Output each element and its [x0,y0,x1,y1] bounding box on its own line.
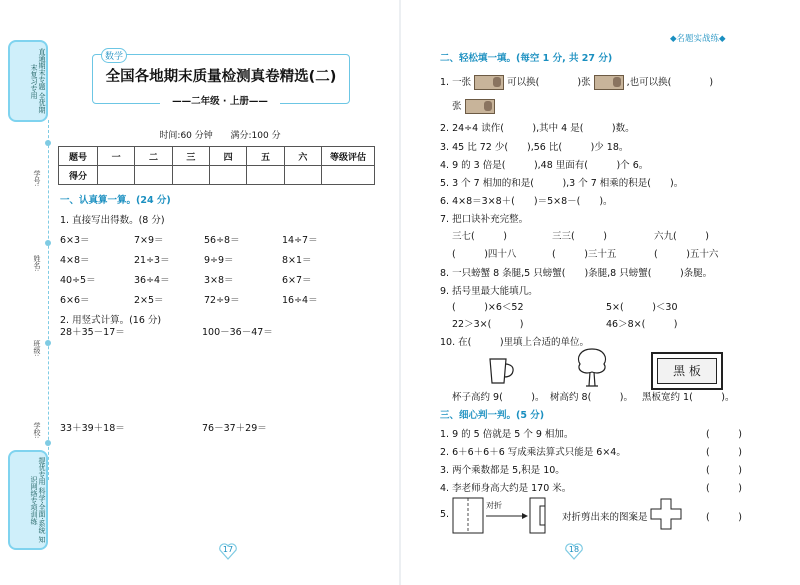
subject-badge: 数学 [101,48,127,63]
cut-line [48,120,49,480]
binding-strip [8,40,52,560]
q7-row: 六九( ) [654,231,709,242]
score-table-header [59,147,375,166]
binding-dot [45,340,51,346]
vertical-calc-item: 76－37＋29＝ [202,423,267,434]
judge-answer-paren[interactable]: ( ) [706,447,742,458]
q1-text: 张 [452,101,462,112]
q9: 9. 括号里最大能填几。 [440,286,538,297]
score-table-row [59,166,375,185]
oral-item: 16÷4＝ [282,295,318,306]
q5-text: 对折剪出来的图案是 [562,512,648,523]
exam-title: 全国各地期末质量检测真卷精选(二) [105,69,337,85]
table-cell: 六 [284,147,321,166]
oral-item: 36÷4＝ [134,275,170,286]
score-input-cell[interactable] [135,166,172,185]
judge-item: 1. 9 的 5 倍就是 5 个 9 相加。 [440,429,574,440]
judge-item: 2. 6＋6＋6＋6 写成乘法算式只能是 6×4。 [440,447,626,458]
score-input-cell[interactable] [209,166,246,185]
binding-dot [45,240,51,246]
q1-line [440,74,713,90]
oral-item: 8×1＝ [282,255,312,266]
judge-answer-paren[interactable]: ( ) [706,465,742,476]
oral-item: 7×9＝ [134,235,164,246]
q7-row: 三七( ) [452,231,507,242]
fold-diagram [452,496,562,536]
q10-item: 树高约 8( )。 [550,392,633,403]
oral-item: 56÷8＝ [204,235,240,246]
q4: 4. 9 的 3 倍是( ),48 里面有( )个 6。 [440,160,649,171]
vertical-calc-item: 33＋39＋18＝ [60,423,125,434]
full-score-label: 满分:100 分 [230,131,281,141]
score-input-cell[interactable] [98,166,135,185]
binding-dot [45,440,51,446]
class-label: 班级: [33,340,41,357]
oral-item: 6×3＝ [60,235,90,246]
score-input-cell[interactable] [284,166,321,185]
q2: 2. 24÷4 读作( ),其中 4 是( )数。 [440,123,635,134]
oral-item: 6×7＝ [282,275,312,286]
q10-item: 黑板宽约 1( )。 [642,392,735,403]
q9-item: 5×( )＜30 [606,302,678,313]
vertical-calc-item: 100－36－47＝ [202,327,273,338]
exam-meta [0,128,440,141]
blackboard-text: 黑 板 [657,358,717,384]
oral-item: 40÷5＝ [60,275,96,286]
q10-item: 杯子高约 9( )。 [452,392,545,403]
q7-row: ( )五十六 [654,249,719,260]
oral-item: 6×6＝ [60,295,90,306]
q9-item: 22＞3×( ) [452,319,524,330]
school-label: 学校: [33,422,41,439]
vertical-calc-item: 28＋35－17＝ [60,327,125,338]
oral-item: 4×8＝ [60,255,90,266]
table-cell: 得分 [59,166,98,185]
section-3-heading: 三、细心判一判。(5 分) [440,410,545,421]
judge-answer-paren[interactable]: ( ) [706,483,742,494]
name-label: 姓名: [33,255,41,272]
section-2-heading: 二、轻松填一填。(每空 1 分, 共 27 分) [440,53,613,64]
score-table [58,146,375,185]
q1-text: 1. 一张 [440,77,472,88]
page-number: 17 [222,545,234,554]
section-1-heading: 一、认真算一算。(24 分) [60,195,171,206]
q1-text: ) [709,77,714,88]
q1-text: 可以换( [507,77,540,88]
table-cell: 题号 [59,147,98,166]
table-cell: 三 [172,147,209,166]
judge-answer-paren[interactable]: ( ) [706,429,742,440]
page-number: 18 [568,545,580,554]
oral-item: 3×8＝ [204,275,234,286]
banknote-image [465,99,495,114]
table-cell: 五 [247,147,284,166]
q8: 8. 一只螃蟹 8 条腿,5 只螃蟹( )条腿,8 只螃蟹( )条腿。 [440,268,713,279]
score-input-cell[interactable] [172,166,209,185]
q1-line2 [452,98,495,114]
judge-item: 5. [440,509,450,520]
fold-label: 对折 [486,501,502,510]
tree-icon [574,346,610,388]
q5: 5. 3 个 7 相加的和是( ),3 个 7 相乘的积是( )。 [440,178,684,189]
grade-label: ——二年级 · 上册—— [160,93,280,107]
oral-item: 9÷9＝ [204,255,234,266]
oral-grid [60,232,380,312]
oral-item: 14÷7＝ [282,235,318,246]
q3: 3. 45 比 72 少( ),56 比( )少 18。 [440,142,629,153]
q9-item: ( )×6＜52 [452,302,524,313]
q1-text: )张 [577,77,591,88]
cup-icon [486,356,516,386]
banknote-image [594,75,624,90]
table-cell: 一 [98,147,135,166]
q7-row: ( )四十八 [452,249,517,260]
oral-item: 2×5＝ [134,295,164,306]
oral-item: 72÷9＝ [204,295,240,306]
q9-item: 46＞8×( ) [606,319,678,330]
cross-shape-icon [650,498,682,530]
judge-item: 3. 两个乘数都是 5,积是 10。 [440,465,565,476]
q1-text: ,也可以换( [626,77,672,88]
top-side-tab: 直通期末专题 全优期末复习专用 [8,40,48,122]
banknote-image [474,75,504,90]
judge-answer-paren[interactable]: ( ) [706,512,742,523]
q6: 6. 4×8＝3×8＋( )＝5×8－( )。 [440,196,613,207]
q10: 10. 在( )里填上合适的单位。 [440,337,590,348]
q7-row: 三三( ) [552,231,607,242]
judge-item: 4. 李老师身高大约是 170 米。 [440,483,572,494]
q7-row: ( )三十五 [552,249,617,260]
oral-item: 21÷3＝ [134,255,170,266]
time-label: 时间:60 分钟 [159,131,213,141]
q1-title: 1. 直接写出得数。(8 分) [60,215,165,226]
table-cell: 等级评估 [322,147,375,166]
table-cell: 四 [209,147,246,166]
blackboard-image [651,352,723,390]
tagline: ◆名题实战练◆ [670,34,726,44]
table-cell: 二 [135,147,172,166]
q7: 7. 把口诀补充完整。 [440,214,529,225]
score-input-cell[interactable] [247,166,284,185]
q2-title: 2. 用竖式计算。(16 分) [60,315,162,326]
score-input-cell[interactable] [322,166,375,185]
bottom-side-tab: 提优专用 科学·全面·系统 知识网络专项训练 [8,450,48,550]
student-id-label: 学号: [33,170,41,187]
